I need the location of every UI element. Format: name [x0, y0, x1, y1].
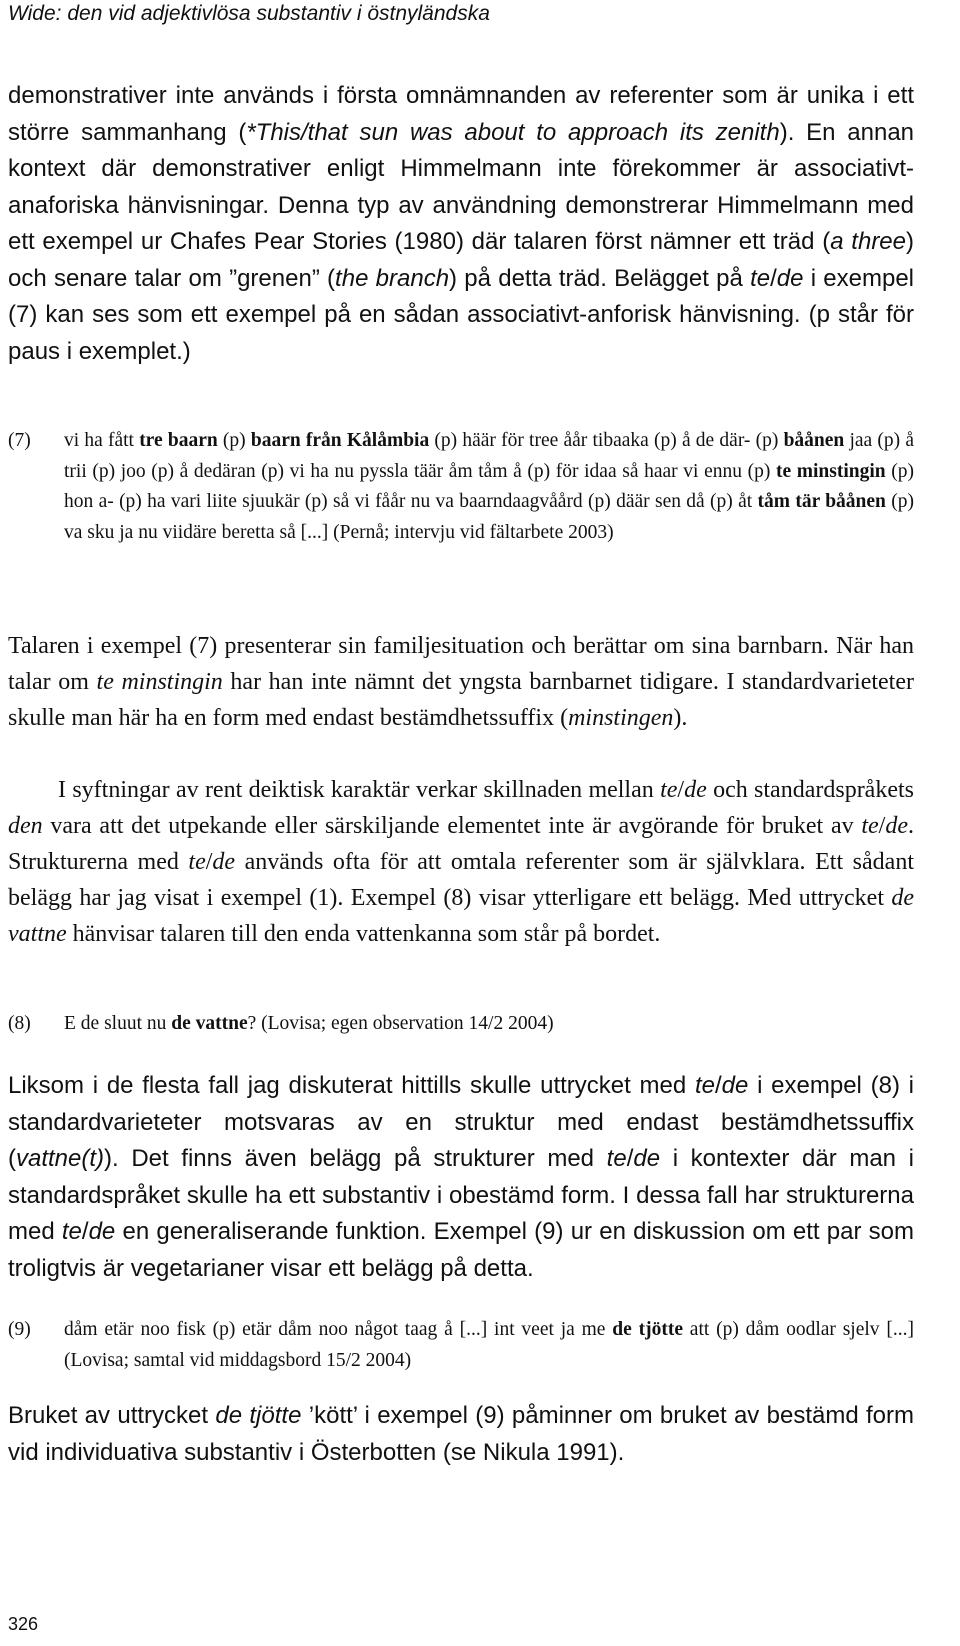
italic-run: te	[694, 1072, 715, 1099]
bold-run: tåm tär båånen	[757, 491, 886, 512]
example-9	[8, 1315, 914, 1376]
italic-run: *This/that sun was about to approach its zenith	[246, 118, 780, 146]
italic-run: de	[88, 1218, 116, 1245]
text-run: /	[81, 1218, 89, 1245]
text-run: ’kött’ i exempel (9) påminner om bruket av bestämd form vid individuativa substantiv i Österbotten (se Nikula 1991).	[8, 1402, 915, 1466]
paragraph-4	[8, 1068, 914, 1287]
text-run: i kontexter där man i standardspråket skulle ha ett substantiv i obestämd form. I dessa fall har strukturerna med	[8, 1145, 914, 1245]
example-number: (8)	[8, 1013, 31, 1034]
paragraph-5	[8, 1398, 914, 1471]
text-run: ? (Lovisa; egen observation 14/2 2004)	[247, 1013, 554, 1034]
bold-run: de tjötte	[612, 1319, 683, 1340]
paragraph-2	[8, 628, 914, 736]
italic-run: de	[633, 1145, 661, 1172]
text-run: /	[205, 849, 213, 875]
text-run: (p)	[217, 430, 251, 451]
bold-run: baarn från Kålåmbia	[250, 430, 430, 451]
italic-run: de tjötte	[215, 1402, 302, 1429]
text-run: vi ha fått	[64, 430, 140, 451]
text-run: E de sluut nu	[64, 1013, 172, 1034]
text-run: Talaren i exempel (7) presenterar sin familjesituation och berättar om sina barnbarn. När han talar om	[8, 633, 914, 695]
text-run: hänvisar talaren till den enda vattenkanna som står på bordet.	[66, 921, 661, 947]
italic-run: de	[885, 813, 908, 839]
example-number: (9)	[8, 1319, 31, 1340]
text-run: ). Det finns även belägg på strukturer med	[104, 1145, 607, 1172]
italic-run: vattne(t)	[16, 1145, 105, 1172]
italic-run: te minstingin	[96, 669, 223, 695]
italic-run: minstingen	[568, 705, 674, 731]
italic-run: te	[861, 813, 879, 839]
italic-run: de vattne	[8, 885, 914, 947]
text-run: ). En annan kontext där demonstrativer enligt Himmelmann inte förekommer är associativt-anaforiska hänvisningar. Denna typ av användning demonstrerar Himmelmann med ett exempel ur Chafes Pear Stories (1980) där talaren först nämner ett träd (	[8, 118, 915, 255]
italic-run: de	[776, 264, 804, 292]
example-text	[64, 1009, 914, 1040]
text-run: /	[626, 1145, 634, 1172]
text-run: . Strukturerna med	[8, 813, 914, 875]
text-run: Bruket av uttrycket	[8, 1402, 216, 1429]
bold-run: båånen	[783, 430, 845, 451]
italic-run: a three	[830, 228, 907, 255]
text-run: och standardspråkets	[706, 777, 914, 803]
paragraph-1	[8, 78, 914, 370]
text-run: /	[878, 813, 886, 839]
text-run: I syftningar av rent deiktisk karaktär verkar skillnaden mellan	[58, 777, 661, 803]
text-run: /	[770, 264, 777, 292]
text-run: (p) häär för tree åår tibaaka (p) å de där- (p)	[429, 430, 784, 451]
italic-run: de	[684, 777, 707, 803]
italic-run: te	[750, 264, 771, 292]
bold-run: de vattne	[171, 1013, 248, 1034]
italic-run: te	[188, 849, 206, 875]
text-run: ) och senare talar om ”grenen” (	[8, 228, 915, 292]
text-run: i exempel (8) i standardvarieteter motsvaras av en struktur med endast bestämdhetssuffix (	[8, 1072, 914, 1172]
text-run: dåm etär noo fisk (p) etär dåm noo något taag å [...] int veet ja me	[64, 1319, 613, 1340]
example-7	[8, 426, 914, 548]
bold-run: tre baarn	[139, 430, 218, 451]
text-run: en generaliserande funktion. Exempel (9) ur en diskussion om ett par som troligtvis är vegetarianer visar ett belägg på detta.	[8, 1218, 914, 1282]
italic-run: te	[660, 777, 678, 803]
text-run: vara att det utpekande eller särskiljande elementet inte är avgörande för bruket av	[42, 813, 862, 839]
italic-run: de	[721, 1072, 749, 1099]
italic-run: the branch	[335, 264, 450, 292]
italic-run: te	[61, 1218, 82, 1245]
italic-run: den	[8, 813, 43, 839]
text-run: (p) hon a- (p) ha vari liite sjuukär (p) så vi fåår nu va baarndaagvåård (p) däär sen då (p) åt	[64, 460, 914, 512]
bold-run: te minstingin	[775, 460, 886, 482]
page-number: 326	[8, 1614, 39, 1634]
example-text	[64, 1315, 914, 1376]
text-run: har han inte nämnt det yngsta barnbarnet tidigare. I standardvarieteter skulle man här ha en form med endast bestämdhetssuffix (	[8, 669, 914, 731]
text-run: /	[714, 1072, 722, 1099]
text-run: /	[677, 777, 685, 803]
text-run: används ofta för att omtala referenter som är självklara. Ett sådant belägg har jag visat i exempel (1). Exempel (8) visar ytterligare ett belägg. Med uttrycket	[8, 849, 914, 911]
text-run: ).	[673, 705, 688, 731]
italic-run: de	[212, 849, 236, 875]
example-number: (7)	[8, 430, 31, 451]
text-run: (p) va sku ja nu viidäre beretta så [...] (Pernå; intervju vid fältarbete 2003)	[64, 491, 914, 543]
example-8	[8, 1009, 914, 1040]
text-run: i exempel (7) kan ses som ett exempel på en sådan associativt-anforisk hänvisning. (p står för paus i exemplet.)	[8, 264, 914, 365]
text-run: ) på detta träd. Belägget på	[449, 264, 751, 292]
italic-run: te	[606, 1145, 627, 1172]
running-head: Wide: den vid adjektivlösa substantiv i östnyländska	[8, 2, 490, 25]
example-text	[64, 426, 914, 548]
text-run: demonstrativer inte används i första omnämnanden av referenter som är unika i ett större sammanhang (	[8, 82, 914, 146]
paragraph-3	[8, 772, 914, 952]
text-run: jaa (p) å trii (p) joo (p) å dedäran (p) vi ha nu pyssla täär åm tåm å (p) för idaa så haar vi ennu (p)	[64, 430, 915, 482]
text-run: att (p) dåm oodlar sjelv [...] (Lovisa; samtal vid middagsbord 15/2 2004)	[64, 1319, 914, 1371]
text-run: Liksom i de flesta fall jag diskuterat hittills skulle uttrycket med	[8, 1072, 695, 1099]
